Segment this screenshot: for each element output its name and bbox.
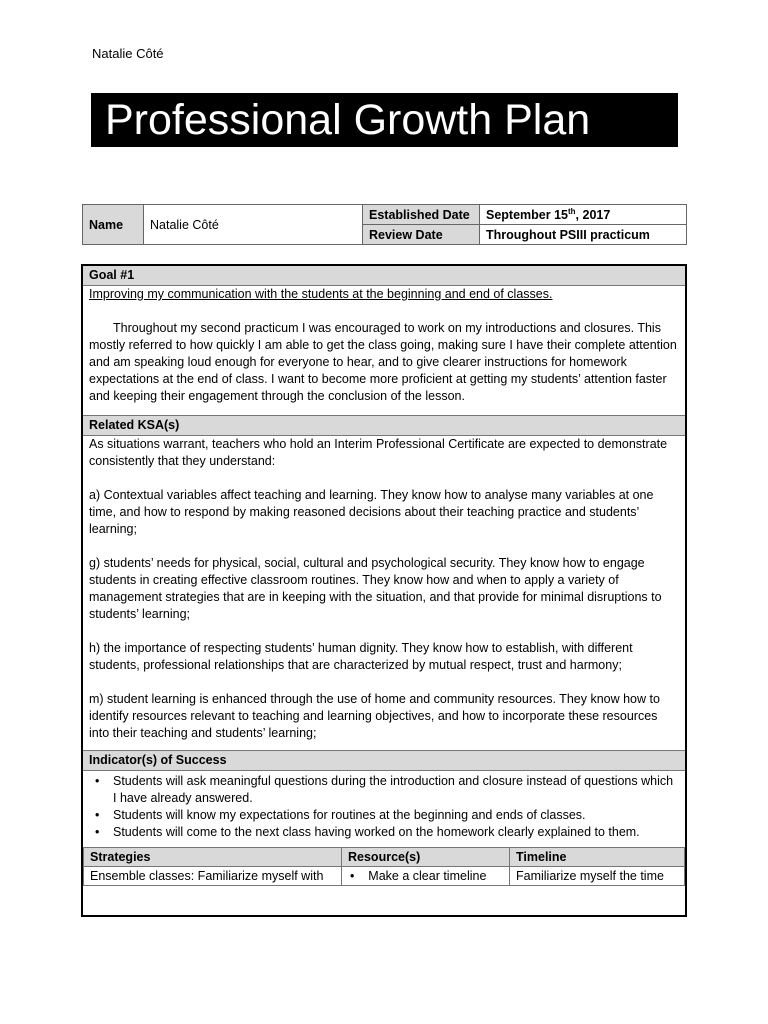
review-date-label: Review Date <box>363 225 480 245</box>
goal-header: Goal #1 <box>83 266 685 286</box>
indicators-list <box>89 773 679 847</box>
name-label: Name <box>83 205 144 245</box>
ksa-section <box>83 436 685 751</box>
growth-plan-table <box>81 264 687 917</box>
goal-body: Throughout my second practicum I was encouraged to work on my introductions and closures. This mostly referred to how quickly I am able to get the class going, making sure I have their complete attention and am speaking loud enough for everyone to hear, and to give clearer instructions for homework expectations at the end of class. I want to become more proficient at getting my students’ attention faster and keeping their engagement through the conclusion of the lesson. <box>89 321 677 403</box>
indicators-section <box>83 771 685 847</box>
ksa-item-m: m) student learning is enhanced through the use of home and community resources. They know how to identify resources relevant to teaching and learning objectives, and how to incorporate these resources into their teaching and students’ learning; <box>89 692 660 740</box>
author-name: Natalie Côté <box>92 46 164 61</box>
review-date-value: Throughout PSIII practicum <box>480 225 687 245</box>
established-date-label: Established Date <box>363 205 480 225</box>
ksa-intro: As situations warrant, teachers who hold an Interim Professional Certificate are expected to demonstrate consistently that they understand: <box>89 437 668 468</box>
resources-column-header: Resource(s) <box>342 848 510 867</box>
list-item: • Students will ask meaningful questions during the introduction and closure instead of questions which I have already answered. <box>95 774 674 805</box>
ksa-item-a: a) Contextual variables affect teaching and learning. They know how to analyse many variables at one time, and how to respond by making reasoned decisions about their teaching practice and students’ learning; <box>89 488 654 536</box>
resource-cell: • Make a clear timeline <box>342 867 510 886</box>
goal-title: Improving my communication with the students at the beginning and end of classes. <box>89 287 553 301</box>
strategies-table <box>83 847 685 886</box>
strategies-column-header: Strategies <box>84 848 342 867</box>
timeline-cell: Familiarize myself the time <box>510 867 685 886</box>
list-item: • Students will know my expectations for routines at the beginning and ends of classes. <box>95 808 586 822</box>
document-title: Professional Growth Plan <box>91 93 678 147</box>
info-table <box>82 204 687 245</box>
ksa-item-g: g) students’ needs for physical, social, cultural and psychological security. They know how to engage students in creating effective classroom routines. They know how and when to apply a variety of management strategies that are in keeping with the situation, and that provide for minimal disruptions to students’ learning; <box>89 556 662 621</box>
name-value: Natalie Côté <box>144 205 363 245</box>
list-item: • Students will come to the next class having worked on the homework clearly explained to them. <box>95 825 640 839</box>
ksa-item-h: h) the importance of respecting students’ human dignity. They know how to establish, with different students, professional relationships that are characterized by mutual respect, trust and harmony; <box>89 641 633 672</box>
ksa-header: Related KSA(s) <box>83 416 685 436</box>
timeline-column-header: Timeline <box>510 848 685 867</box>
established-date-value: September 15th, 2017 <box>480 205 687 225</box>
goal-section <box>83 286 685 416</box>
strategy-cell: Ensemble classes: Familiarize myself with <box>84 867 342 886</box>
indicators-header: Indicator(s) of Success <box>83 751 685 771</box>
